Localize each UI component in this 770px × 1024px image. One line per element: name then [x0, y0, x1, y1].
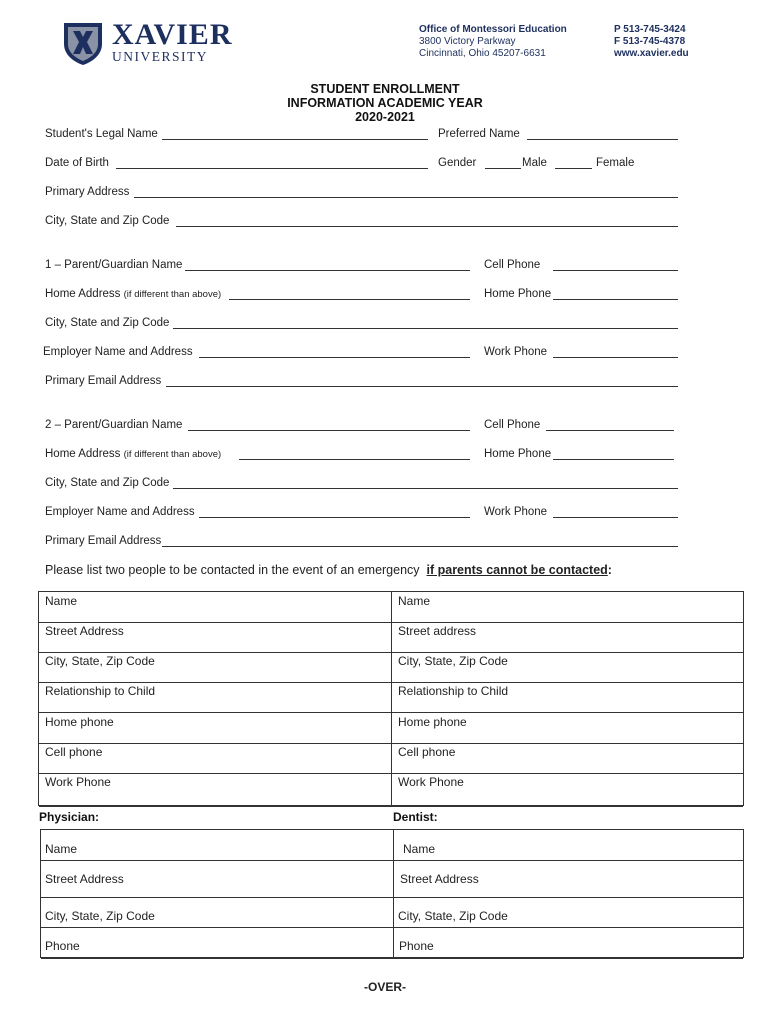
physician-city[interactable]: City, State, Zip Code — [45, 909, 155, 923]
dentist-street[interactable]: Street Address — [400, 872, 479, 886]
office-fax: F 513-745-4378 — [614, 36, 686, 47]
office-city: Cincinnati, Ohio 45207-6631 — [419, 48, 546, 59]
logo-name: XAVIER — [112, 18, 233, 51]
parent1-employer-label: Employer Name and Address — [43, 346, 193, 358]
parent1-city-state-zip-field[interactable] — [173, 328, 678, 329]
emergency1-cell-phone[interactable]: Cell phone — [45, 745, 103, 759]
parent2-cell-label: Cell Phone — [484, 419, 541, 431]
parent2-city-state-zip-field[interactable] — [173, 488, 678, 489]
office-contact — [614, 24, 689, 60]
parent2-home-phone-field[interactable] — [553, 459, 674, 460]
parent2-city-state-zip-label: City, State and Zip Code — [45, 477, 170, 489]
parent1-email-field[interactable] — [166, 386, 678, 387]
parent1-cell-field[interactable] — [553, 270, 678, 271]
office-name: Office of Montessori Education — [419, 24, 567, 35]
gender-male-label: Male — [522, 157, 547, 169]
gender-female-field[interactable] — [555, 168, 592, 169]
over-label: -OVER- — [364, 980, 406, 994]
parent1-home-address-field[interactable] — [229, 299, 470, 300]
emergency2-home-phone[interactable]: Home phone — [398, 715, 467, 729]
parent1-employer-field[interactable] — [199, 357, 470, 358]
primary-address-label: Primary Address — [45, 186, 130, 198]
parent1-work-phone-field[interactable] — [553, 357, 678, 358]
parent1-home-phone-label: Home Phone — [484, 288, 552, 300]
gender-female-label: Female — [596, 157, 635, 169]
student-city-state-zip-field[interactable] — [176, 226, 678, 227]
shield-icon — [60, 20, 106, 66]
parent2-work-phone-field[interactable] — [553, 517, 678, 518]
emergency2-city[interactable]: City, State, Zip Code — [398, 654, 508, 668]
emergency1-work-phone[interactable]: Work Phone — [45, 775, 111, 789]
parent1-home-address-label: Home Address (if different than above) — [45, 288, 222, 300]
parent2-employer-field[interactable] — [199, 517, 470, 518]
emergency-emphasis: if parents cannot be contacted — [426, 563, 608, 577]
xavier-logo — [60, 20, 250, 66]
emergency2-cell-phone[interactable]: Cell phone — [398, 745, 456, 759]
physician-phone[interactable]: Phone — [45, 939, 80, 953]
parent1-name-label: 1 – Parent/Guardian Name — [45, 259, 183, 271]
form-title-line1: STUDENT ENROLLMENT — [310, 82, 460, 96]
parent1-name-field[interactable] — [185, 270, 470, 271]
parent1-cell-label: Cell Phone — [484, 259, 541, 271]
logo-wordmark — [112, 20, 232, 64]
office-web: www.xavier.edu — [614, 48, 689, 59]
dob-label: Date of Birth — [45, 157, 109, 169]
emergency2-relationship[interactable]: Relationship to Child — [398, 684, 509, 698]
parent1-city-state-zip-label: City, State and Zip Code — [45, 317, 170, 329]
parent2-employer-label: Employer Name and Address — [45, 506, 195, 518]
gender-label: Gender — [438, 157, 477, 169]
primary-address-field[interactable] — [134, 197, 678, 198]
dentist-phone[interactable]: Phone — [399, 939, 434, 953]
parent2-name-label: 2 – Parent/Guardian Name — [45, 419, 183, 431]
emergency-contacts-table — [38, 591, 744, 806]
parent2-name-field[interactable] — [188, 430, 470, 431]
emergency1-home-phone[interactable]: Home phone — [45, 715, 114, 729]
parent2-email-label: Primary Email Address — [45, 535, 162, 547]
parent2-home-address-field[interactable] — [239, 459, 470, 460]
parent1-work-phone-label: Work Phone — [484, 346, 548, 358]
physician-label: Physician: — [39, 810, 100, 824]
physician-name[interactable]: Name — [45, 842, 78, 856]
emergency1-street[interactable]: Street Address — [45, 624, 124, 638]
parent2-if-different: (if different than above) — [123, 449, 222, 460]
office-phone: P 513-745-3424 — [614, 24, 686, 35]
student-city-state-zip-label: City, State and Zip Code — [45, 215, 170, 227]
emergency1-city[interactable]: City, State, Zip Code — [45, 654, 155, 668]
parent2-work-phone-label: Work Phone — [484, 506, 548, 518]
student-legal-name-field[interactable] — [162, 139, 428, 140]
parent2-home-address-label: Home Address (if different than above) — [45, 448, 222, 460]
emergency2-name[interactable]: Name — [398, 594, 431, 608]
dob-field[interactable] — [116, 168, 428, 169]
physician-dentist-table — [40, 829, 744, 958]
dentist-name[interactable]: Name — [403, 842, 436, 856]
office-street: 3800 Victory Parkway — [419, 36, 516, 47]
emergency2-street[interactable]: Street address — [398, 624, 477, 638]
emergency1-name[interactable]: Name — [45, 594, 78, 608]
emergency2-work-phone[interactable]: Work Phone — [398, 775, 464, 789]
office-address — [419, 24, 567, 60]
emergency-prompt: Please list two people to be contacted in the event of an emergency if parents cannot be contacted: — [45, 563, 612, 577]
form-title-year: 2020-2021 — [355, 110, 415, 124]
preferred-name-field[interactable] — [527, 139, 678, 140]
dentist-city[interactable]: City, State, Zip Code — [398, 909, 508, 923]
preferred-name-label: Preferred Name — [438, 128, 520, 140]
logo-subtitle: UNIVERSITY — [112, 49, 208, 64]
physician-street[interactable]: Street Address — [45, 872, 124, 886]
parent2-email-field[interactable] — [162, 546, 678, 547]
parent1-email-label: Primary Email Address — [45, 375, 162, 387]
emergency1-relationship[interactable]: Relationship to Child — [45, 684, 156, 698]
parent1-home-phone-field[interactable] — [553, 299, 678, 300]
parent2-cell-field[interactable] — [546, 430, 674, 431]
gender-male-field[interactable] — [485, 168, 521, 169]
parent1-if-different: (if different than above) — [123, 289, 222, 300]
form-title-line2: INFORMATION ACADEMIC YEAR — [287, 96, 483, 110]
parent2-home-phone-label: Home Phone — [484, 448, 552, 460]
dentist-label: Dentist: — [393, 810, 438, 824]
student-legal-name-label: Student's Legal Name — [45, 128, 158, 140]
